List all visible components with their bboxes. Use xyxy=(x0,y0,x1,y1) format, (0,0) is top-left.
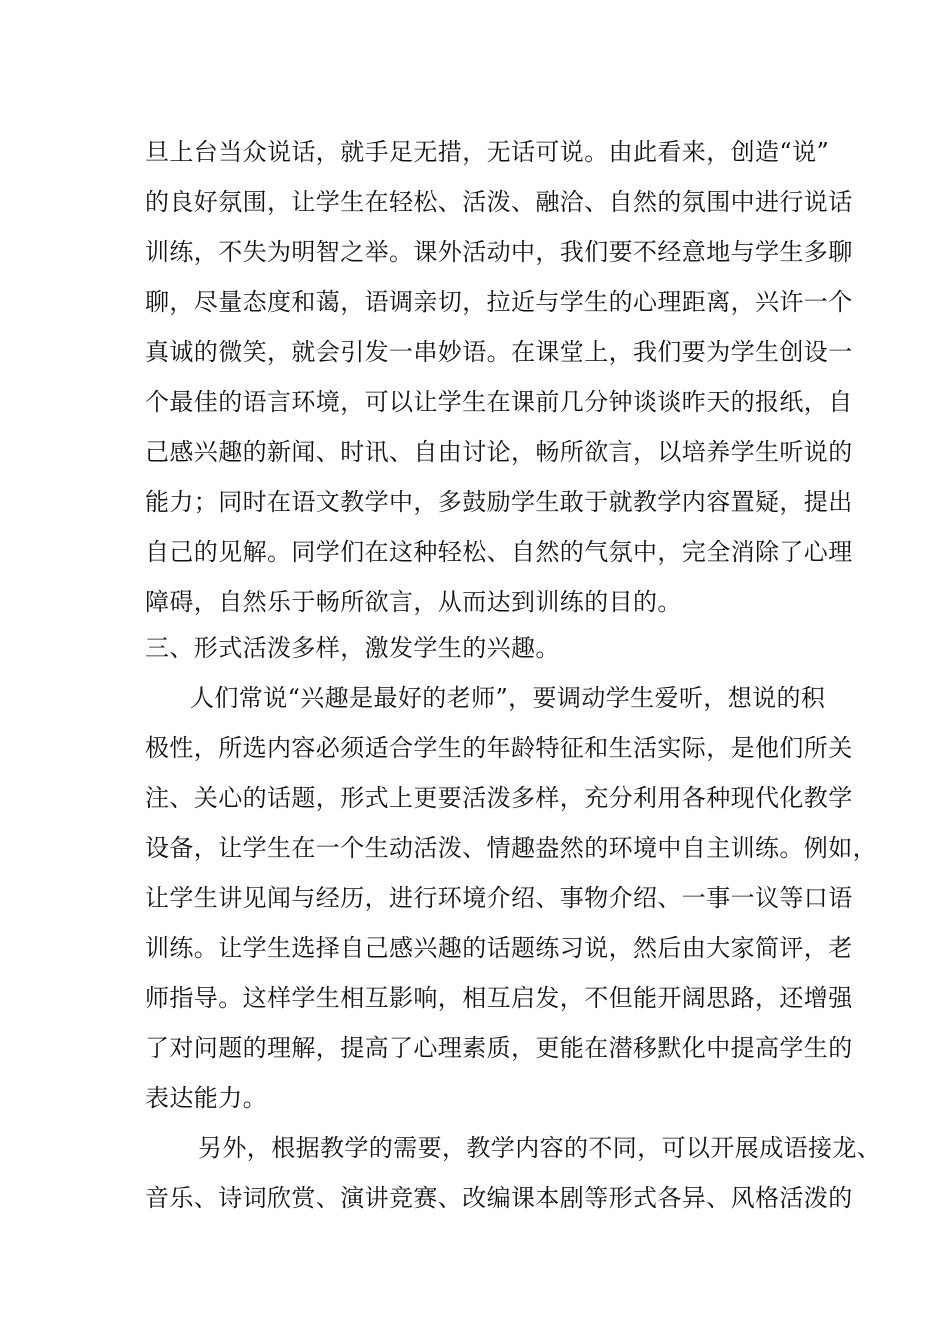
text-line: 聊，尽量态度和蔼，语调亲切，拉近与学生的心理距离，兴许一个 xyxy=(145,288,853,316)
text-line: 己感兴趣的新闻、时讯、自由讨论，畅所欲言，以培养学生听说的 xyxy=(145,438,853,466)
section-heading: 三、形式活泼多样，激发学生的兴趣。 xyxy=(145,634,560,662)
text-line: 自己的见解。同学们在这种轻松、自然的气氛中，完全消除了心理 xyxy=(145,538,853,566)
text-line: 训练。让学生选择自己感兴趣的话题练习说，然后由大家简评，老 xyxy=(145,934,853,962)
text-line: 设备，让学生在一个生动活泼、情趣盎然的环境中自主训练。例如， xyxy=(145,834,877,862)
text-line: 真诚的微笑，就会引发一串妙语。在课堂上，我们要为学生创设一 xyxy=(145,338,853,366)
text-line: 人们常说“兴趣是最好的老师”，要调动学生爱听，想说的积 xyxy=(190,684,826,712)
text-line: 旦上台当众说话，就手足无措，无话可说。由此看来，创造“说” xyxy=(145,138,830,166)
text-line: 表达能力。 xyxy=(145,1084,267,1112)
text-line: 让学生讲见闻与经历，进行环境介绍、事物介绍、一事一议等口语 xyxy=(145,884,853,912)
text-line: 注、关心的话题，形式上更要活泼多样，充分利用各种现代化教学 xyxy=(145,784,853,812)
text-line: 个最佳的语言环境，可以让学生在课前几分钟谈谈昨天的报纸，自 xyxy=(145,388,853,416)
text-line: 的良好氛围，让学生在轻松、活泼、融洽、自然的氛围中进行说话 xyxy=(145,188,853,216)
text-line: 训练，不失为明智之举。课外活动中，我们要不经意地与学生多聊 xyxy=(145,238,853,266)
text-line: 师指导。这样学生相互影响，相互启发，不但能开阔思路，还增强 xyxy=(145,984,853,1012)
text-line: 音乐、诗词欣赏、演讲竞赛、改编课本剧等形式各异、风格活泼的 xyxy=(145,1184,853,1212)
text-line: 障碍，自然乐于畅所欲言，从而达到训练的目的。 xyxy=(145,588,682,616)
text-line: 极性，所选内容必须适合学生的年龄特征和生活实际，是他们所关 xyxy=(145,734,853,762)
text-line: 了对问题的理解，提高了心理素质，更能在潜移默化中提高学生的 xyxy=(145,1034,853,1062)
text-line: 另外，根据教学的需要，教学内容的不同，可以开展成语接龙、 xyxy=(198,1134,882,1162)
text-line: 能力；同时在语文教学中，多鼓励学生敢于就教学内容置疑，提出 xyxy=(145,488,853,516)
